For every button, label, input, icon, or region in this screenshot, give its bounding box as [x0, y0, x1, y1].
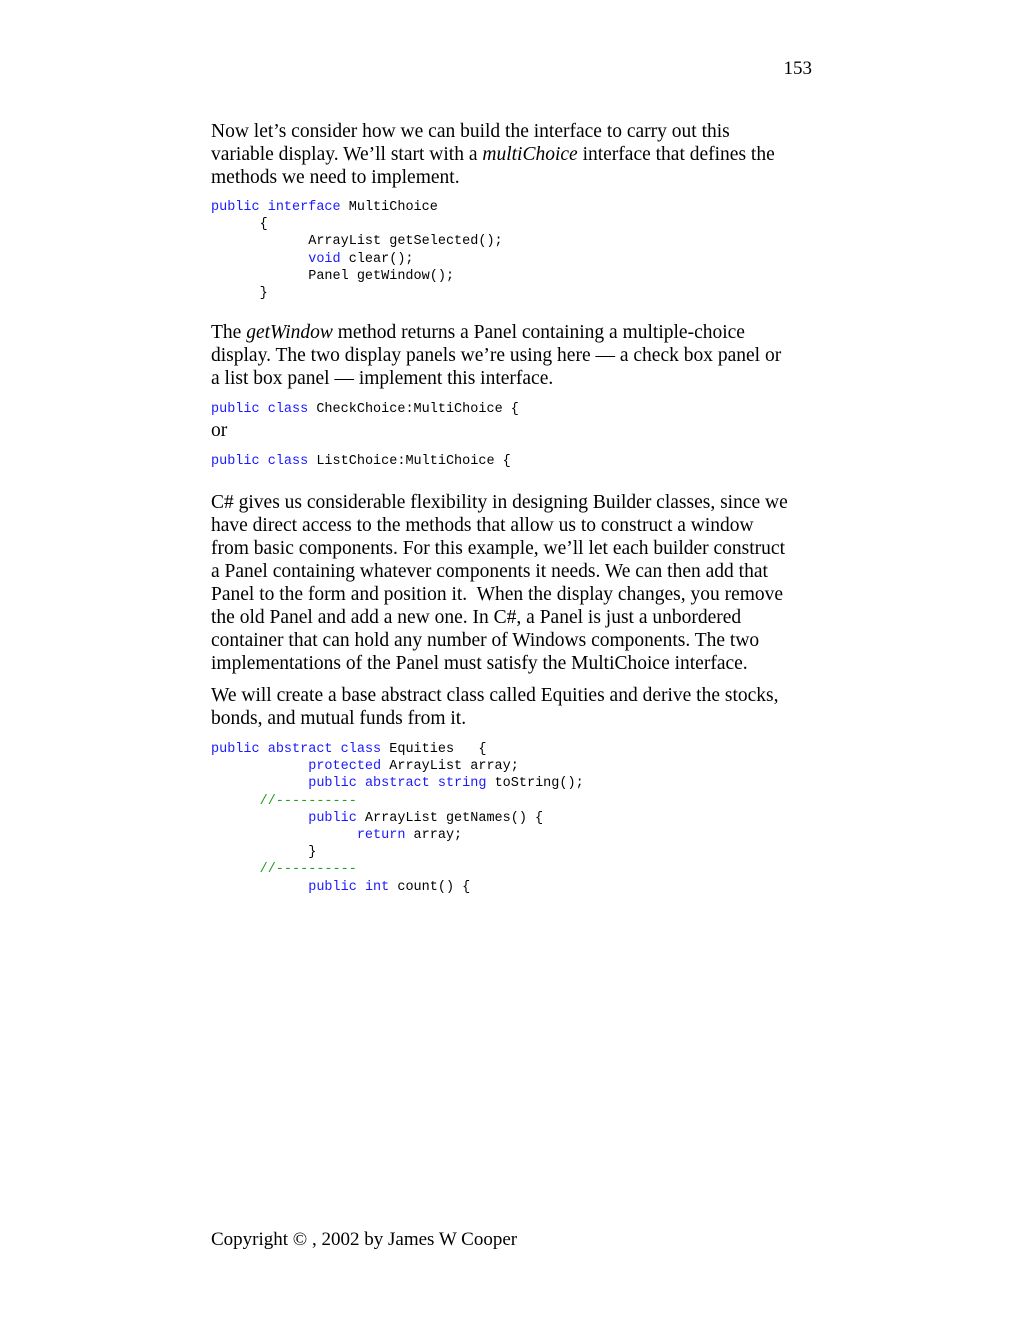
- page-number: 153: [783, 58, 812, 79]
- paragraph-line: methods we need to implement.: [211, 167, 460, 188]
- paragraph-line: from basic components. For this example, we’ll let each builder construct: [211, 538, 786, 559]
- code-indent: [211, 880, 308, 895]
- code-indent: [211, 828, 357, 843]
- code-line: [211, 828, 462, 843]
- code-keyword: protected: [308, 759, 382, 775]
- italic-term: multiChoice: [482, 144, 578, 165]
- code-keyword: class: [267, 402, 309, 417]
- code-keyword: public: [308, 810, 357, 826]
- code-block-equities: [211, 741, 584, 896]
- paragraph-line: [211, 143, 811, 166]
- code-keyword: class: [340, 742, 382, 757]
- text-run: method returns a Panel containing a multiple-choice: [332, 322, 745, 343]
- getwindow-paragraph: [211, 321, 811, 390]
- code-keyword: public: [308, 776, 357, 792]
- paragraph-line: display. The two display panels we’re using here — a check box panel or: [211, 345, 782, 366]
- code-line: [211, 252, 414, 267]
- code-keyword: int: [364, 879, 390, 895]
- code-indent: [211, 252, 308, 267]
- text-run: The: [211, 322, 247, 343]
- code-comment: //----------: [259, 862, 357, 878]
- code-keyword: public: [211, 454, 260, 469]
- code-indent: [211, 811, 308, 826]
- paragraph-line: have direct access to the methods that allow us to construct a window: [211, 515, 754, 536]
- code-line-checkchoice: [211, 401, 519, 418]
- code-text: count() {: [389, 879, 471, 895]
- code-keyword: abstract: [364, 776, 430, 792]
- paragraph-line: implementations of the Panel must satisfy the MultiChoice interface.: [211, 653, 748, 674]
- paragraph-line: Now let’s consider how we can build the interface to carry out this: [211, 121, 730, 142]
- paragraph-line: [211, 321, 811, 344]
- code-text: ListChoice:MultiChoice {: [308, 454, 511, 469]
- or-text: or: [211, 420, 228, 441]
- code-keyword: return: [356, 828, 406, 844]
- paragraph-line: bonds, and mutual funds from it.: [211, 708, 467, 729]
- code-keyword: class: [267, 454, 309, 469]
- code-indent: [211, 794, 260, 809]
- text-run: interface that defines the: [577, 144, 775, 165]
- code-line: Panel getWindow();: [211, 268, 455, 284]
- code-line: [211, 794, 357, 809]
- code-text: clear();: [340, 251, 414, 267]
- code-comment: //----------: [259, 793, 357, 809]
- paragraph-line: C# gives us considerable flexibility in designing Builder classes, since we: [211, 492, 788, 513]
- paragraph-line: a Panel containing whatever components it needs. We can then add that: [211, 561, 768, 582]
- paragraph-line: a list box panel — implement this interface.: [211, 368, 554, 389]
- equities-paragraph: [211, 684, 811, 730]
- code-line-listchoice: [211, 453, 511, 470]
- code-block-multichoice-interface: [211, 199, 503, 302]
- code-text: ArrayList array;: [381, 759, 519, 775]
- code-keyword: public: [211, 402, 260, 417]
- code-keyword: public: [211, 200, 260, 215]
- intro-paragraph: [211, 120, 811, 189]
- paragraph-line: container that can hold any number of Windows components. The two: [211, 630, 760, 651]
- code-keyword: abstract: [267, 742, 333, 757]
- code-keyword: void: [308, 251, 341, 267]
- code-indent: [211, 776, 308, 791]
- builder-paragraph: [211, 491, 811, 675]
- code-keyword: public: [211, 742, 260, 757]
- code-keyword: public: [308, 879, 357, 895]
- code-line: }: [211, 286, 268, 302]
- code-indent: [211, 862, 260, 877]
- code-line: [211, 759, 519, 774]
- code-text: ArrayList getNames() {: [356, 810, 544, 826]
- copyright-footer: Copyright © , 2002 by James W Cooper: [211, 1229, 518, 1250]
- code-line: [211, 811, 543, 826]
- code-text: Equities {: [381, 742, 487, 757]
- code-line: [211, 862, 357, 877]
- paragraph-line: Panel to the form and position it. When the display changes, you remove: [211, 584, 784, 605]
- code-text: toString();: [486, 776, 584, 792]
- paragraph-line: We will create a base abstract class called Equities and derive the stocks,: [211, 685, 779, 706]
- code-line: [211, 200, 438, 215]
- paragraph-line: the old Panel and add a new one. In C#, a Panel is just a unbordered: [211, 607, 742, 628]
- italic-term: getWindow: [246, 322, 333, 343]
- code-text: MultiChoice: [340, 200, 438, 215]
- code-indent: [211, 759, 308, 774]
- code-line: [211, 880, 470, 895]
- code-line: [211, 776, 584, 791]
- code-text: CheckChoice:MultiChoice {: [308, 402, 519, 417]
- code-line: {: [211, 217, 268, 233]
- code-keyword: interface: [267, 200, 341, 215]
- code-line: ArrayList getSelected();: [211, 234, 503, 250]
- code-line: }: [211, 845, 317, 861]
- code-line: [211, 742, 486, 757]
- code-keyword: string: [437, 776, 487, 792]
- code-text: array;: [405, 828, 463, 844]
- text-run: variable display. We’ll start with a: [211, 144, 483, 165]
